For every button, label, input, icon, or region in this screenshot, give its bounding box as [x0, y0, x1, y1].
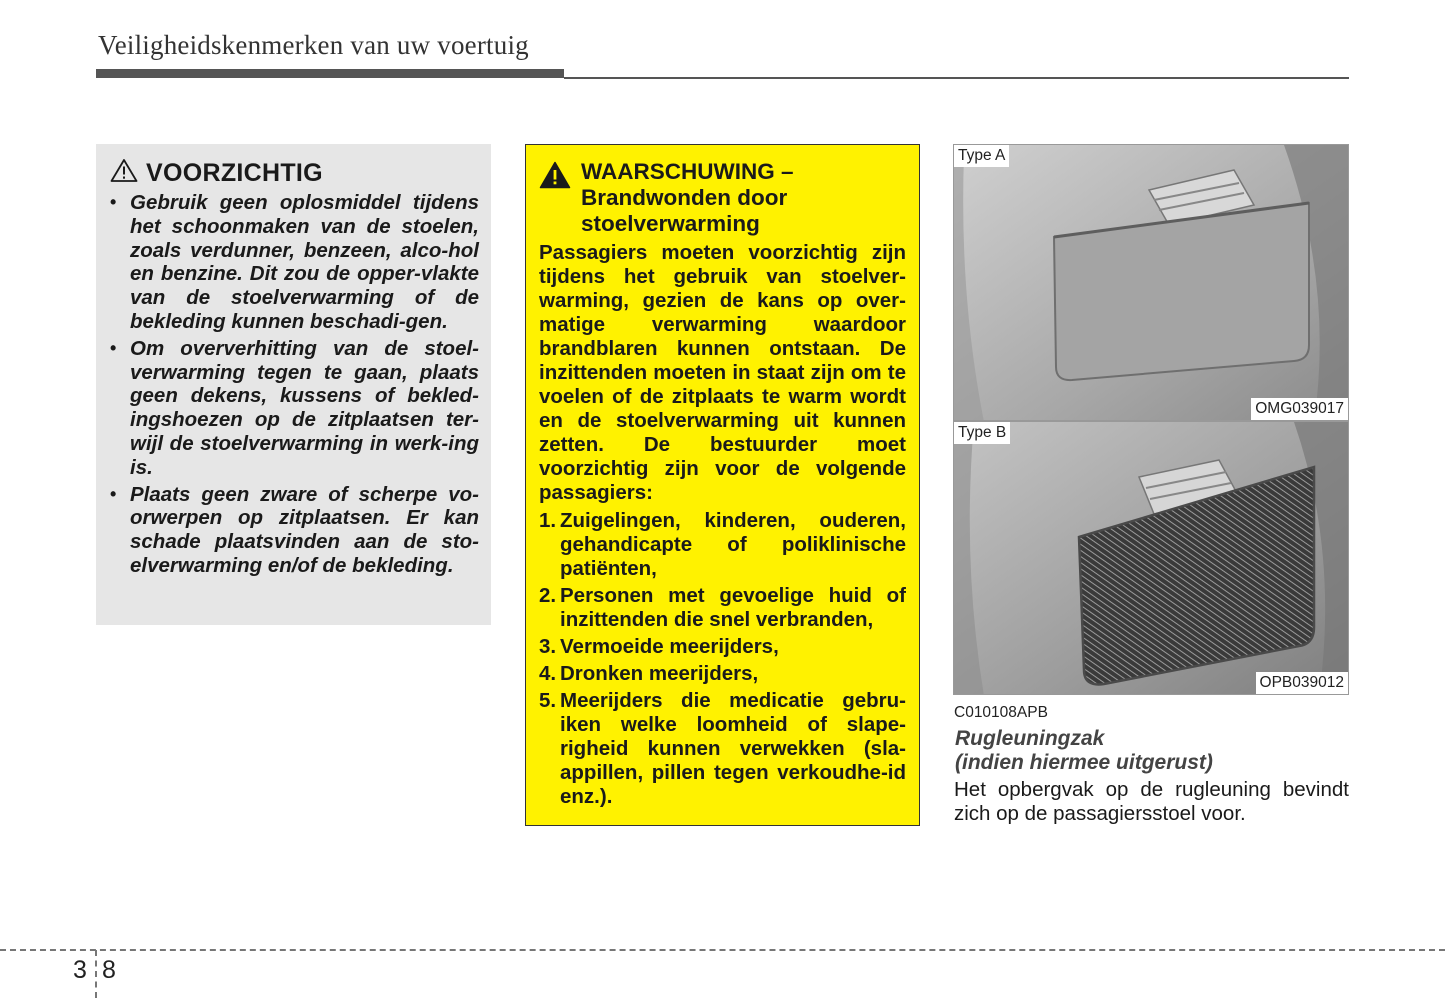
figure-type-label: Type A [954, 145, 1009, 167]
list-text: Personen met gevoelige huid of inzittenden die snel verbranden, [560, 584, 906, 631]
seatback-pocket-photo-type-a [953, 144, 1349, 421]
list-number: 2. [539, 584, 557, 607]
seatback-net-illustration [954, 422, 1349, 695]
caution-item: • Plaats geen zware of scherpe vo-orwerpen op zitplaatsen. Er kan schade plaatsvinden aan de sto-elverwarming en/of de bekleding. [110, 483, 479, 578]
page-header-title: Veiligheidskenmerken van uw voertuig [98, 30, 529, 60]
list-number: 3. [539, 635, 557, 658]
figure-type-label: Type B [954, 422, 1010, 444]
list-text: Meerijders die medicatie gebru-iken welke loomheid of slape-righeid kunnen verwekken (sla-appillen, pillen tegen verkoudhe-id enz.). [560, 689, 906, 808]
seatback-pocket-photo-type-b [953, 421, 1349, 695]
seatback-pocket-illustration [954, 145, 1349, 421]
page-number: 8 [102, 956, 116, 984]
warning-heading [539, 159, 906, 237]
warning-list-item [539, 509, 906, 581]
section-heading [955, 727, 1350, 775]
figure-code: OMG039017 [1251, 398, 1348, 420]
footer-rule [0, 949, 1445, 951]
list-number: 5. [539, 689, 557, 712]
warning-list-item [539, 635, 906, 659]
header-rule [96, 69, 564, 78]
caution-title: VOORZICHTIG [146, 158, 323, 187]
warning-title: WAARSCHUWING – Brandwonden door stoelverwarming [581, 159, 794, 236]
list-number: 1. [539, 509, 557, 532]
warning-triangle-icon [539, 161, 571, 194]
caution-item: • Gebruik geen oplosmiddel tijdens het schoonmaken van de stoelen, zoals verdunner, benzeen, alco-hol en benzine. Dit zou de opper-vlakte van de stoelverwarming of de bekleding kunnen beschadi-gen. [110, 191, 479, 334]
list-number: 4. [539, 662, 557, 685]
figure-caption-code: C010108APB [954, 704, 1048, 721]
caution-item: • Om oververhitting van de stoel-verwarming tegen te gaan, plaats geen dekens, kussens of bekled-ingshoezen op de zitplaatsen ter-wijl de stoelverwarming in werk-ing is. [110, 337, 479, 480]
list-text: Dronken meerijders, [560, 662, 759, 685]
warning-triangle-icon [110, 158, 138, 188]
caution-heading [110, 158, 479, 188]
footer-divider [95, 950, 97, 998]
section-body: Het opbergvak op de rugleuning bevindt zich op de passagiersstoel voor. [954, 778, 1349, 825]
section-heading-line: Rugleuningzak [955, 727, 1105, 750]
caution-box [96, 144, 491, 625]
list-text: Zuigelingen, kinderen, ouderen, gehandicapte of poliklinische patiënten, [560, 509, 906, 580]
figure-code: OPB039012 [1256, 672, 1348, 694]
warning-list-item [539, 584, 906, 632]
warning-list-item [539, 662, 906, 686]
warning-list-item [539, 689, 906, 809]
section-heading-subline: (indien hiermee uitgerust) [955, 751, 1213, 774]
list-text: Vermoeide meerijders, [560, 635, 779, 658]
warning-box [525, 144, 920, 826]
caution-list [110, 191, 479, 578]
warning-list [539, 509, 906, 809]
header-rule-thin [564, 77, 1349, 79]
warning-intro: Passagiers moeten voorzichtig zijn tijdens het gebruik van stoelver-warming, gezien de kans op over-matige verwarming waardoor brandblaren kunnen ontstaan. De inzittenden moeten in staat zijn om te voelen of de zitplaats te warm wordt en de stoelverwarming uit kunnen zetten. De bestuurder moet voorzichtig zijn voor de volgende passagiers: [539, 241, 906, 504]
chapter-number: 3 [73, 956, 87, 984]
